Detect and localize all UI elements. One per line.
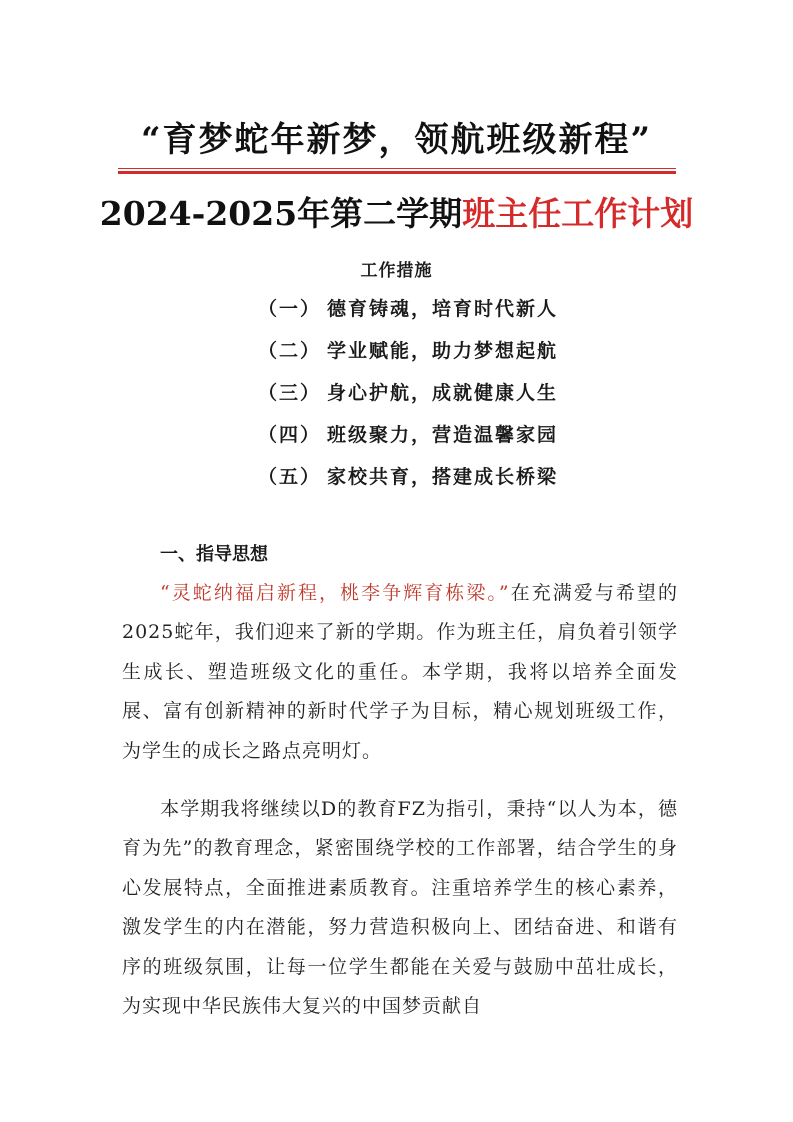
subtitle-term: 2024-2025年第二学期 [99,194,463,233]
subtitle-plan: 班主任工作计划 [462,194,694,233]
title-divider-thick [118,171,676,174]
measures-heading: 工作措施 [360,261,433,281]
guidance-text: 本学期我将继续以D的教育FZ为指引，秉持“以人为本，德育为先”的教育理念，紧密围绕学校的工作部署，结合学生的身心发展特点，全面推进素质教育。注重培养学生的核心素养，激发学生的内在潜能，努力营造积极向上、团结奋进、和谐有序的班级氛围，让每一位学生都能在关爱与鼓励中茁壮成长，为实现中华民族伟大复兴的中国梦贡献自 [122,798,678,1018]
section-heading-guiding-ideology: 一、指导思想 [160,544,268,565]
document-title: “育梦蛇年新梦，领航班级新程” [140,120,653,160]
list-item [258,414,558,456]
measure-text: 身心护航，成就健康人生 [327,382,559,404]
document-subtitle [0,188,793,235]
measure-text: 家校共育，搭建成长桥梁 [327,466,559,488]
measure-number: （一） [258,298,322,320]
measure-number: （四） [258,424,322,446]
measure-text: 德育铸魂，培育时代新人 [327,298,559,320]
list-item [258,456,558,498]
measure-number: （五） [258,466,322,488]
list-item [258,288,558,330]
measure-text: 学业赋能，助力梦想起航 [327,340,559,362]
list-item [258,372,558,414]
measure-text: 班级聚力，营造温馨家园 [327,424,559,446]
title-divider-thin [118,168,676,169]
measure-number: （二） [258,340,322,362]
list-item [258,330,558,372]
paragraph-intro [122,574,678,771]
paragraph-guidance [122,790,678,1026]
intro-text: 在充满爱与希望的2025蛇年，我们迎来了新的学期。作为班主任，肩负着引领学生成长、塑造班级文化的重任。本学期，我将以培养全面发展、富有创新精神的新时代学子为目标，精心规划班级工作，为学生的成长之路点亮明灯。 [122,582,678,762]
measures-list [258,288,558,498]
measure-number: （三） [258,382,322,404]
intro-quote: “灵蛇纳福启新程，桃李争辉育栋梁。” [160,582,510,604]
